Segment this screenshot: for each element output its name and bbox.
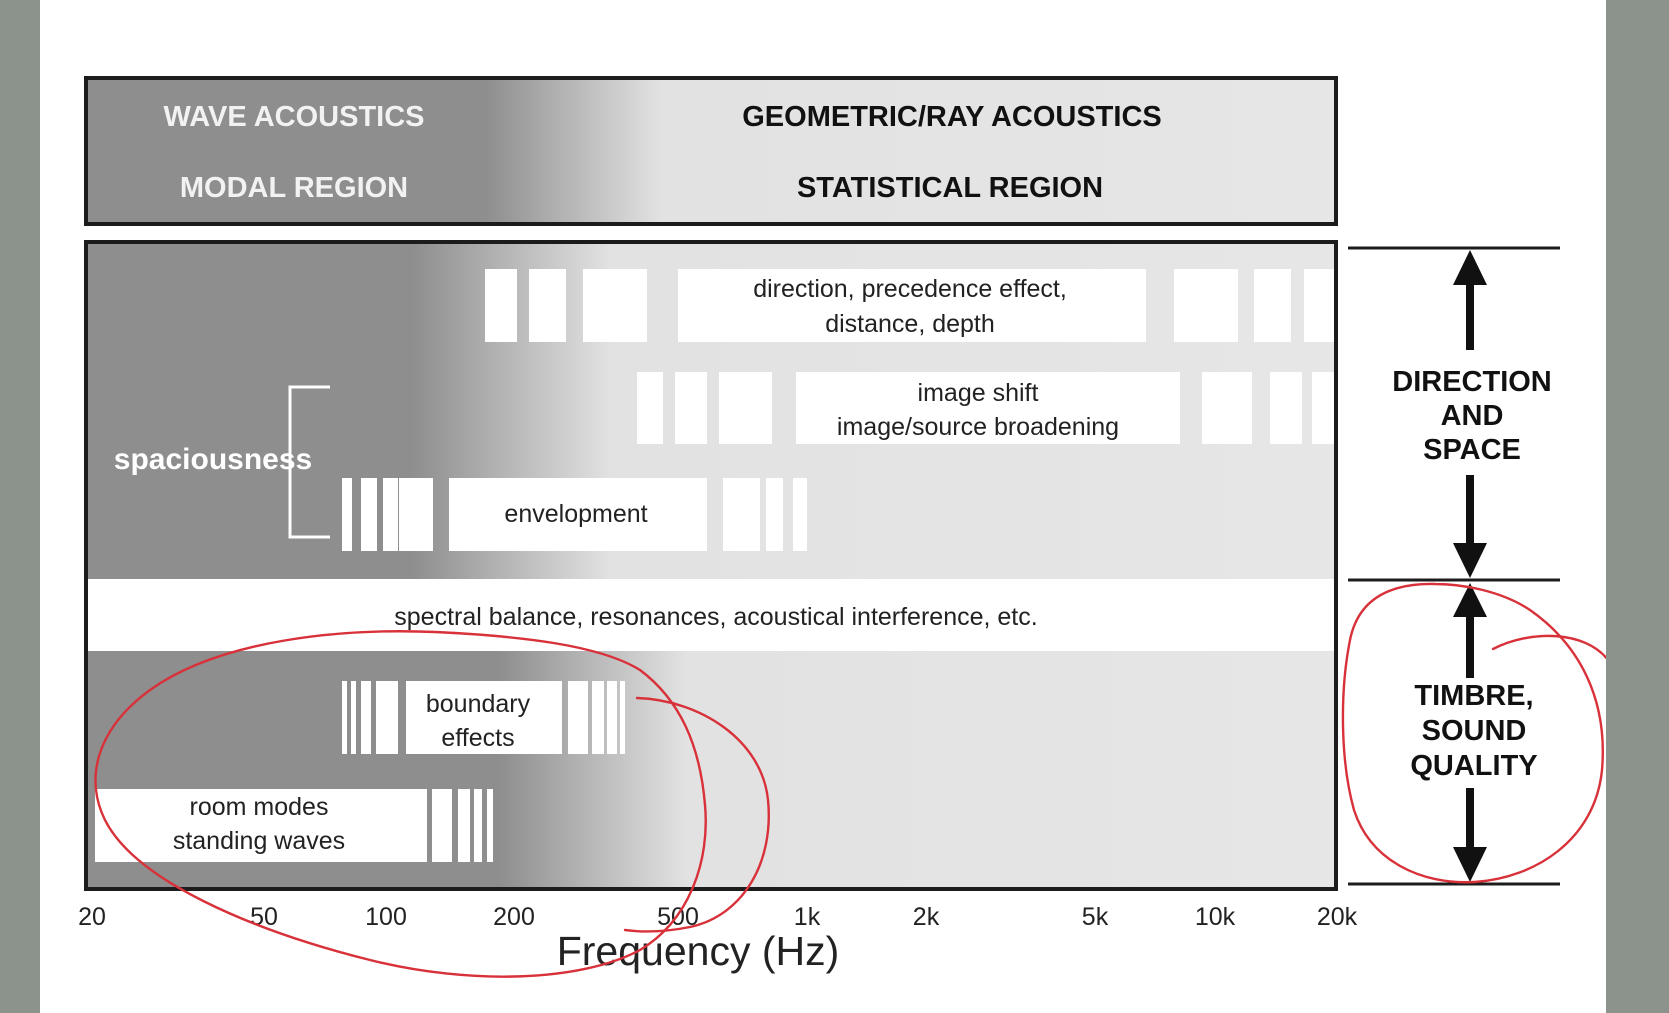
timbre-arrow-down-head xyxy=(1453,847,1487,882)
tick-label-20: 20 xyxy=(78,903,106,931)
image-shift-label-line2: image/source broadening xyxy=(836,413,1120,441)
tick-label-20k: 20k xyxy=(1316,903,1358,931)
side-scale xyxy=(1348,248,1560,884)
direction-precedence-label-line1: direction, precedence effect, xyxy=(753,275,1067,303)
tick-label-1k: 1k xyxy=(793,903,821,931)
direction-label-line3: SPACE xyxy=(1423,434,1521,466)
boundary-effects-label-line2: effects xyxy=(441,724,515,752)
tick-label-5k: 5k xyxy=(1081,903,1109,931)
direction-label-line1: DIRECTION xyxy=(1392,366,1552,398)
tick-label-100: 100 xyxy=(365,903,407,931)
direction-label-line2: AND xyxy=(1440,400,1504,432)
direction-precedence-label-line2: distance, depth xyxy=(825,310,995,338)
frequency-axis xyxy=(78,903,1358,974)
timbre-label-line3: QUALITY xyxy=(1410,750,1538,782)
tick-label-200: 200 xyxy=(493,903,535,931)
statistical-region-label: STATISTICAL REGION xyxy=(796,172,1104,204)
tick-label-50: 50 xyxy=(250,903,278,931)
timbre-label-line2: SOUND xyxy=(1421,715,1527,747)
timbre-label-line1: TIMBRE, xyxy=(1414,680,1534,712)
geometric-acoustics-label: GEOMETRIC/RAY ACOUSTICS xyxy=(742,101,1162,133)
envelopment-label: envelopment xyxy=(504,500,648,528)
axis-title: Frequency (Hz) xyxy=(556,928,840,974)
header-box xyxy=(86,78,1336,224)
room-modes-label-line1: room modes xyxy=(189,793,329,821)
tick-label-10k: 10k xyxy=(1194,903,1236,931)
acoustics-frequency-diagram xyxy=(40,0,1606,1013)
image-shift-label-line1: image shift xyxy=(917,379,1039,407)
direction-arrow-down-head xyxy=(1453,543,1487,578)
room-modes-label-line2: standing waves xyxy=(172,827,346,855)
spaciousness-label: spaciousness xyxy=(113,443,313,476)
diagram-canvas xyxy=(40,0,1606,1013)
direction-arrow-up-head xyxy=(1453,250,1487,285)
main-box xyxy=(86,242,1336,889)
wave-acoustics-label: WAVE ACOUSTICS xyxy=(163,101,425,133)
tick-label-2k: 2k xyxy=(912,903,940,931)
spectral-balance-label: spectral balance, resonances, acoustical interference, etc. xyxy=(394,603,1038,631)
tick-label-500: 500 xyxy=(657,903,699,931)
modal-region-label: MODAL REGION xyxy=(179,172,409,204)
boundary-effects-label-line1: boundary xyxy=(425,690,531,718)
